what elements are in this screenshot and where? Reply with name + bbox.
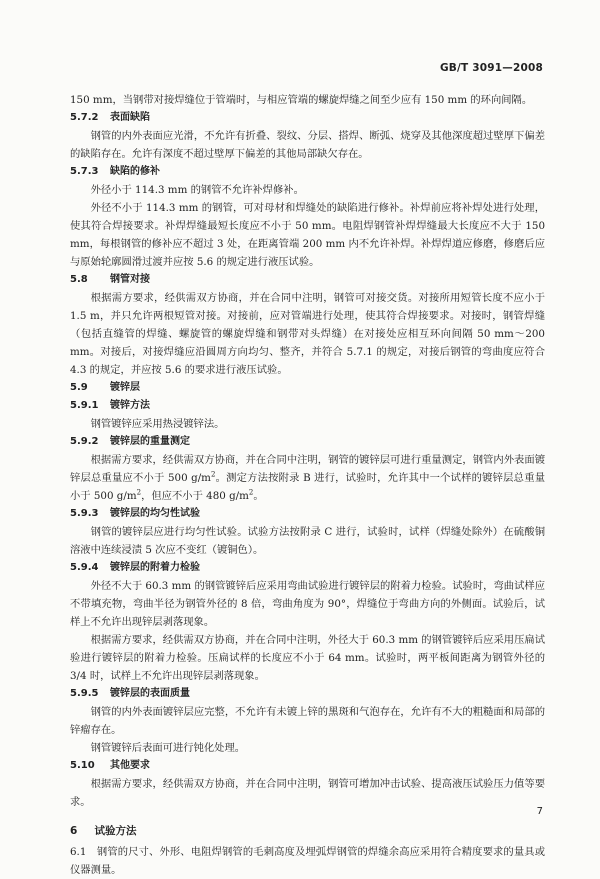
- paragraph: 钢管的镀锌层应进行均匀性试验。试验方法按附录 C 进行，试验时，试样（焊缝处除外）在硫酸铜溶液中连续浸渍 5 次应不变红（镀铜色）。: [70, 526, 545, 556]
- paragraph: 150 mm，当钢带对接焊缝位于管端时，与相应管端的螺旋焊缝之间至少应有 150 mm 的环向间隔。: [70, 94, 533, 106]
- paragraph: 根据需方要求，经供需双方协商，并在合同中注明，钢管可增加冲击试验、提高液压试验压力值等要求。: [70, 778, 545, 808]
- paragraph: 钢管镀锌应采用热浸镀锌法。: [90, 418, 225, 430]
- standard-number-header: GB/T 3091—2008: [439, 62, 543, 74]
- section-heading: [70, 559, 545, 577]
- section-number: 5.9.2: [70, 436, 99, 447]
- page-number: 7: [536, 806, 543, 817]
- section-number: 5.9.5: [70, 688, 99, 699]
- section-number: 5.9: [70, 382, 88, 393]
- section-title: 镀锌方法: [100, 400, 150, 411]
- section-title: 镀锌层的均匀性试验: [100, 508, 200, 519]
- section-title: 镀锌层的表面质量: [100, 688, 190, 699]
- paragraph: 外径不小于 114.3 mm 的钢管，可对母材和焊缝处的缺陷进行修补。补焊前应将补焊处进行处理，使其符合焊接要求。补焊焊缝最短长度应不小于 50 mm。电阻焊钢管补焊焊缝最大长度应不大于 150 mm，每根钢管的修补应不超过 3 处，在距离管端 200 mm 内不允许补焊。补焊焊道应修磨，修磨后应与原始轮廓圆滑过渡并应按 5.6 的规定进行液压试验。: [70, 202, 545, 268]
- section-title: 钢管对接: [100, 274, 150, 285]
- paragraph: 钢管的内外表面镀锌层应完整，不允许有未镀上锌的黑斑和气泡存在，允许有不大的粗糙面和局部的锌瘤存在。: [70, 706, 545, 736]
- paragraph: 外径小于 114.3 mm 的钢管不允许补焊修补。: [90, 184, 304, 196]
- section-number: 5.9.4: [70, 562, 99, 573]
- paragraph: 根据需方要求，经供需双方协商，并在合同中注明，外径大于 60.3 mm 的钢管镀锌后应采用压扁试验进行镀锌层的附着力检验。压扁试样的长度应不小于 64 mm。试验时，两平板间距离为钢管外径的 3/4 时，试样上不允许出现锌层剥落现象。: [70, 634, 545, 682]
- section-heading: [70, 505, 545, 523]
- paragraph: 根据需方要求，经供需双方协商，并在合同中注明，钢管的镀锌层可进行重量测定，钢管内外表面镀锌层总重量应不小于 500 $g/m^2$。测定方法按附录 B 进行，试验时，允许其中一个试样的镀锌层总重量小于 500 $g/m^2$，但应不小于 480 $g/m^2$。: [70, 454, 545, 502]
- section-number: 5.8: [70, 274, 88, 285]
- section-heading: [70, 757, 545, 775]
- section-title: 镀锌层: [100, 382, 140, 393]
- paragraph: 钢管的内外表面应光滑，不允许有折叠、裂纹、分层、搭焊、断弧、烧穿及其他深度超过壁厚下偏差的缺陷存在。允许有深度不超过壁厚下偏差的其他局部缺欠存在。: [70, 130, 545, 160]
- section-number: 5.9.3: [70, 508, 99, 519]
- section-title: 镀锌层的附着力检验: [100, 562, 200, 573]
- section-heading: [70, 163, 545, 181]
- section-number: 5.7.2: [70, 112, 99, 123]
- section-heading: [70, 685, 545, 703]
- section-heading: [70, 821, 545, 841]
- section-heading: [70, 433, 545, 451]
- paragraph: 外径不大于 60.3 mm 的钢管镀锌后应采用弯曲试验进行镀锌层的附着力检验。试验时，弯曲试样应不带填充物，弯曲半径为钢管外径的 8 倍，弯曲角度为 90°，焊缝位于弯曲方向的外侧面。试验后，试样上不允许出现锌层剥落现象。: [70, 580, 545, 628]
- section-number: 5.7.3: [70, 166, 99, 177]
- section-number: 5.10: [70, 760, 95, 771]
- section-title: 表面缺陷: [100, 112, 150, 123]
- section-heading: [70, 109, 545, 127]
- section-title: 其他要求: [100, 760, 150, 771]
- section-heading: [70, 397, 545, 415]
- section-title: 试验方法: [84, 825, 137, 837]
- paragraph: 钢管镀锌后表面可进行钝化处理。: [90, 742, 246, 754]
- paragraph: 6.1 钢管的尺寸、外形、电阻焊钢管的毛刺高度及埋弧焊钢管的焊缝余高应采用符合精度要求的量具或仪器测量。: [70, 846, 545, 876]
- section-title: 镀锌层的重量测定: [100, 436, 190, 447]
- paragraph: 根据需方要求，经供需双方协商，并在合同中注明，钢管可对接交货。对接所用短管长度不应小于 1.5 m，并只允许两根短管对接。对接前，应对管端进行处理，使其符合焊接要求。对接时，钢管焊缝（包括直缝管的焊缝、螺旋管的螺旋焊缝和钢带对头焊缝）在对接处应相互环向间隔 50 mm～200 mm。对接后，对接焊缝应沿圆周方向均匀、整齐，并符合 5.7.1 的规定，对接后钢管的弯曲度应符合 4.3 的规定，并应按 5.6 的要求进行液压试验。: [70, 292, 545, 376]
- section-number: 5.9.1: [70, 400, 99, 411]
- section-title: 缺陷的修补: [100, 166, 160, 177]
- section-heading: [70, 271, 545, 289]
- section-number: 6: [70, 825, 78, 837]
- section-heading: [70, 379, 545, 397]
- document-body: [70, 91, 545, 879]
